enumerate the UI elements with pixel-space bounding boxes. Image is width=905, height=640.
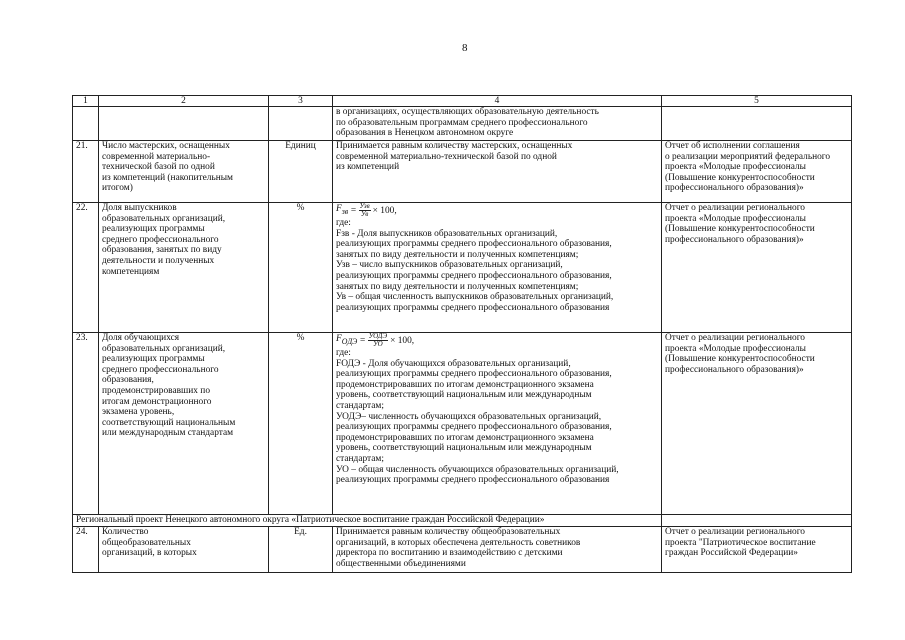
header-col-1: 1 bbox=[73, 96, 99, 107]
cell-empty bbox=[99, 107, 269, 141]
header-col-2: 2 bbox=[99, 96, 269, 107]
row-number: 24. bbox=[73, 527, 99, 573]
table-row bbox=[73, 527, 852, 573]
where-label: где: bbox=[336, 218, 351, 228]
section-heading-row bbox=[73, 515, 852, 527]
formula-lhs: $F_{ОДЭ}$ bbox=[336, 334, 358, 346]
page-number: 8 bbox=[462, 42, 468, 54]
section-heading: Региональный проект Ненецкого автономного округа «Патриотическое воспитание граждан Российской Федерации» bbox=[73, 515, 662, 527]
formula-numerator: УОДЭ bbox=[368, 332, 388, 340]
continuation-text: в организациях, осуществляющих образовательную деятельность по образовательным программам среднего профессионального образования в Ненецком автономном округе bbox=[333, 107, 662, 141]
formula-lhs: $F_{зв}$ bbox=[336, 204, 349, 216]
header-col-5: 5 bbox=[662, 96, 852, 107]
calculation-method-cell bbox=[333, 333, 662, 515]
calculation-method: Fзв - Доля выпускников образовательных организаций, реализующих программы среднего профессионального образования, занятых по виду деятельности и полученных компетенциям; Узв – число выпускников образовательных организаций, реализующих программы среднего профессионального образования, занятых по виду деятельности и полученных компетенциям; Ув – общая численность выпускников образовательных организаций, реализующих программы среднего профессионального образования bbox=[336, 228, 614, 313]
formula-fraction bbox=[359, 203, 371, 218]
indicators-table bbox=[72, 95, 852, 573]
formula-denominator: УО bbox=[373, 340, 383, 348]
header-col-3: 3 bbox=[269, 96, 333, 107]
formula-tail: × 100, bbox=[372, 205, 397, 216]
formula: $F_{зв}$ = $\frac{\text{Узв}}{Ув}$ × 100, bbox=[336, 202, 397, 218]
formula: $F_{ОДЭ}$ = $\frac{\text{УОДЭ}}{УО}$ × 100, bbox=[336, 332, 415, 348]
calculation-method: Принимается равным количеству мастерских, оснащенных современной материально-технической базой по одной из компетенций bbox=[333, 141, 662, 203]
formula-numerator: Узв bbox=[359, 202, 370, 210]
indicator-name: Количество общеобразовательных организаций, в которых bbox=[99, 527, 269, 573]
cell-empty bbox=[269, 107, 333, 141]
cell-empty bbox=[73, 107, 99, 141]
table-row bbox=[73, 333, 852, 515]
cell-empty bbox=[662, 107, 852, 141]
table-row-continuation bbox=[73, 107, 852, 141]
table-row bbox=[73, 141, 852, 203]
data-source: Отчет об исполнении соглашения о реализации мероприятий федерального проекта «Молодые профессионалы (Повышение конкурентоспособности профессионального образования)» bbox=[662, 141, 852, 203]
row-number: 22. bbox=[73, 203, 99, 333]
unit-of-measure: % bbox=[269, 333, 333, 515]
row-number: 21. bbox=[73, 141, 99, 203]
calculation-method: Принимается равным количеству общеобразовательных организаций, в которых обеспечена деятельность советников директора по воспитанию и взаимодействию с детскими общественными объединениями bbox=[333, 527, 662, 573]
unit-of-measure: Единиц bbox=[269, 141, 333, 203]
table-row bbox=[73, 203, 852, 333]
cell-empty bbox=[662, 515, 852, 527]
unit-of-measure: Ед. bbox=[269, 527, 333, 573]
table-header-row bbox=[73, 96, 852, 107]
indicator-name: Доля выпускников образовательных организаций, реализующих программы среднего профессионального образования, занятых по виду деятельности и полученных компетенциям bbox=[99, 203, 269, 333]
formula-fraction bbox=[368, 333, 388, 348]
indicator-name: Доля обучающихся образовательных организаций, реализующих программы среднего профессионального образования, продемонстрировавших по итогам демонстрационного экзамена уровень, соответствующий национальным или международным стандартам bbox=[99, 333, 269, 515]
calculation-method: FОДЭ - Доля обучающихся образовательных организаций, реализующих программы среднего профессионального образования, продемонстрировавших по итогам демонстрационного экзамена уровень, соответствующий национальным или международным стандартам; УОДЭ– численность обучающихся образовательных организаций, реализующих программы среднего профессионального образования, продемонстрировавших по итогам демонстрационного экзамена уровень, соответствующий национальным или международным стандартам; УО – общая численность обучающихся образовательных организаций, реализующих программы среднего профессионального образования bbox=[336, 358, 619, 486]
indicator-name: Число мастерских, оснащенных современной материально- технической базой по одной из компетенций (накопительным итогом) bbox=[99, 141, 269, 203]
data-source: Отчет о реализации регионального проекта «Молодые профессионалы (Повышение конкурентоспособности профессионального образования)» bbox=[662, 203, 852, 333]
data-source: Отчет о реализации регионального проекта «Молодые профессионалы (Повышение конкурентоспособности профессионального образования)» bbox=[662, 333, 852, 515]
calculation-method-cell bbox=[333, 203, 662, 333]
where-label: где: bbox=[336, 348, 351, 358]
formula-denominator: Ув bbox=[360, 210, 369, 218]
unit-of-measure: % bbox=[269, 203, 333, 333]
row-number: 23. bbox=[73, 333, 99, 515]
header-col-4: 4 bbox=[333, 96, 662, 107]
formula-tail: × 100, bbox=[390, 335, 415, 346]
data-source: Отчет о реализации регионального проекта "Патриотическое воспитание граждан Российской Федерации» bbox=[662, 527, 852, 573]
